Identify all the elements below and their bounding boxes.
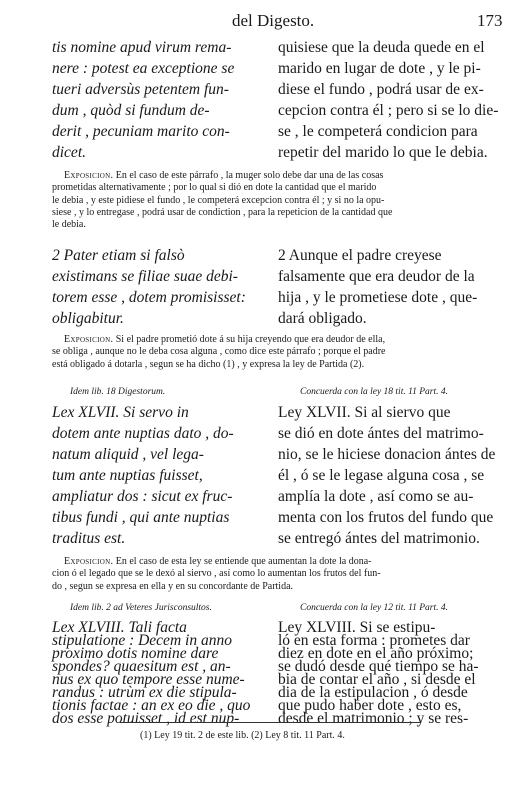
- spanish-line: dará obligado.: [278, 310, 367, 327]
- spanish-line: dia de la estipulacion , ó desde: [278, 684, 468, 702]
- latin-line: tionis factae : an ex eo die , quo: [52, 697, 251, 715]
- spanish-line: ló en esta forma : prometes dar: [278, 632, 470, 650]
- note-label: Exposicion.: [64, 556, 114, 567]
- spanish-line: se dió en dote ántes del matrimo-: [278, 425, 484, 442]
- spanish-line: diez en dote en el año próximo;: [278, 645, 474, 663]
- note-line: se obliga , aunque no le deba cosa alguna , como dice este párrafo ; porque el padre: [52, 346, 386, 358]
- spanish-line: bia de contar el año , si desde el: [278, 671, 476, 689]
- latin-line: obligabitur.: [52, 310, 124, 327]
- source-citation: Idem lib. 2 ad Veteres Jurisconsultos.: [70, 603, 212, 613]
- spanish-line: diese el fundo , podrá usar de ex-: [278, 81, 484, 98]
- running-header: del Digesto.: [232, 11, 315, 30]
- spanish-line: 2 Aunque el padre creyese: [278, 247, 442, 264]
- spanish-line: cepcion contra él ; pero si se lo die-: [278, 102, 499, 119]
- source-citation: Idem lib. 18 Digestorum.: [70, 387, 166, 397]
- latin-line: dotem ante nuptias dato , do-: [52, 425, 234, 442]
- spanish-line: nio, se le hiciese donacion ántes de: [278, 446, 496, 463]
- concordance-citation: Concuerda con la ley 18 tit. 11 Part. 4.: [300, 387, 449, 397]
- latin-line: tis nomine apud virum rema-: [52, 39, 232, 56]
- spanish-line: se dudó desde qué tiempo se ha-: [278, 658, 479, 676]
- spanish-line: amplía la dote , así como se au-: [278, 488, 474, 505]
- note-line: cion ó el legado que se le dexó al siervo , así como lo aumentan los frutos del fun-: [52, 568, 381, 580]
- note-line: En el caso de esta ley se entiende que aumentan la dote la dona-: [115, 556, 372, 567]
- exposicion-note: [52, 556, 490, 593]
- note-label: Exposicion.: [64, 334, 114, 345]
- latin-line: nere : potest ea exceptione se: [52, 60, 235, 77]
- spanish-line: hija , y le prometiese dote , que-: [278, 289, 478, 306]
- latin-line: proximo dotis nomine dare: [52, 645, 219, 663]
- note-line: está obligado á dotarla , segun se ha dicho (1) , y expresa la ley de Partida (2).: [52, 358, 365, 370]
- latin-line: ampliatur dos : sicut ex fruc-: [52, 488, 233, 505]
- spanish-line: se , le competerá condicion para: [278, 123, 478, 140]
- note-line: le debia , y este pidiese el fundo , le competerá excepcion contra él ; y si no la opu-: [52, 194, 385, 206]
- latin-line: tum ante nuptias fuisset,: [52, 467, 203, 484]
- latin-line: derit , pecuniam marito con-: [52, 123, 230, 140]
- law-heading-line: Lex XLVIII. Tali facta: [52, 619, 187, 636]
- latin-line: dum , quòd si fundum de-: [52, 102, 210, 119]
- latin-line: stipulatione : Decem in anno: [52, 632, 232, 650]
- latin-line: natum aliquid , vel lega-: [52, 446, 204, 463]
- spanish-line: que pudo haber dote , esto es,: [278, 697, 462, 715]
- latin-line: spondes? quaesitum est , an-: [52, 658, 231, 676]
- law-heading-line: Ley XLVII. Si al siervo que: [278, 404, 451, 421]
- law-heading-line: Lex XLVII. Si servo in: [52, 404, 189, 421]
- exposicion-note: [52, 334, 490, 371]
- latin-line: nus ex quo tempore esse nume-: [52, 671, 245, 689]
- latin-line: existimans se filiae suae debi-: [52, 268, 238, 285]
- law-heading-line: Ley XLVIII. Si se estipu-: [278, 619, 436, 636]
- spanish-line: se entregó ántes del matrimonio.: [278, 530, 480, 547]
- spanish-line: marido en lugar de dote , y le pi-: [278, 60, 481, 77]
- spanish-line: él , ó se le legase alguna cosa , se: [278, 467, 485, 484]
- latin-line: 2 Pater etiam si falsò: [52, 247, 185, 264]
- spanish-line: repetir del marido lo que le debia.: [278, 144, 488, 161]
- spanish-line: falsamente que era deudor de la: [278, 268, 475, 285]
- note-line: do , segun se expresa en ella y en su concordante de Partida.: [52, 580, 294, 592]
- note-line: En el caso de este párrafo , la muger solo debe dar una de las cosas: [115, 170, 384, 181]
- page-number: 173: [477, 11, 503, 30]
- note-line: le debia.: [52, 219, 86, 231]
- spanish-line: menta con los frutos del fundo que: [278, 509, 494, 526]
- note-line: Si el padre prometió dote á su hija creyendo que era deudor de ella,: [115, 334, 386, 345]
- exposicion-note: [52, 170, 490, 231]
- latin-line: torem esse , dotem promisisset:: [52, 289, 246, 306]
- latin-line: dicet.: [52, 144, 86, 161]
- note-line: prometidas alternativamente ; por lo qual si dió en dote la cantidad que el marido: [52, 182, 377, 194]
- footnote-rule: [120, 722, 420, 723]
- note-line: siese , y lo entregase , podrá usar de condiction , para la repeticion de la cantidad que: [52, 206, 393, 218]
- latin-line: dos esse potuisset , id est nup-: [52, 710, 240, 728]
- note-label: Exposicion.: [64, 170, 114, 181]
- spanish-line: quisiese que la deuda quede en el: [278, 39, 485, 56]
- footnotes: (1) Ley 19 tit. 2 de este lib. (2) Ley 8 tit. 11 Part. 4.: [140, 730, 345, 741]
- latin-line: tibus fundi , qui ante nuptias: [52, 509, 230, 526]
- latin-line: traditus est.: [52, 530, 126, 547]
- spanish-line: desde el matrimonio ; y se res-: [278, 710, 469, 728]
- concordance-citation: Concuerda con la ley 12 tit. 11 Part. 4.: [300, 603, 449, 613]
- latin-line: tueri adversùs petentem fun-: [52, 81, 229, 98]
- latin-line: randus : utrùm ex die stipula-: [52, 684, 237, 702]
